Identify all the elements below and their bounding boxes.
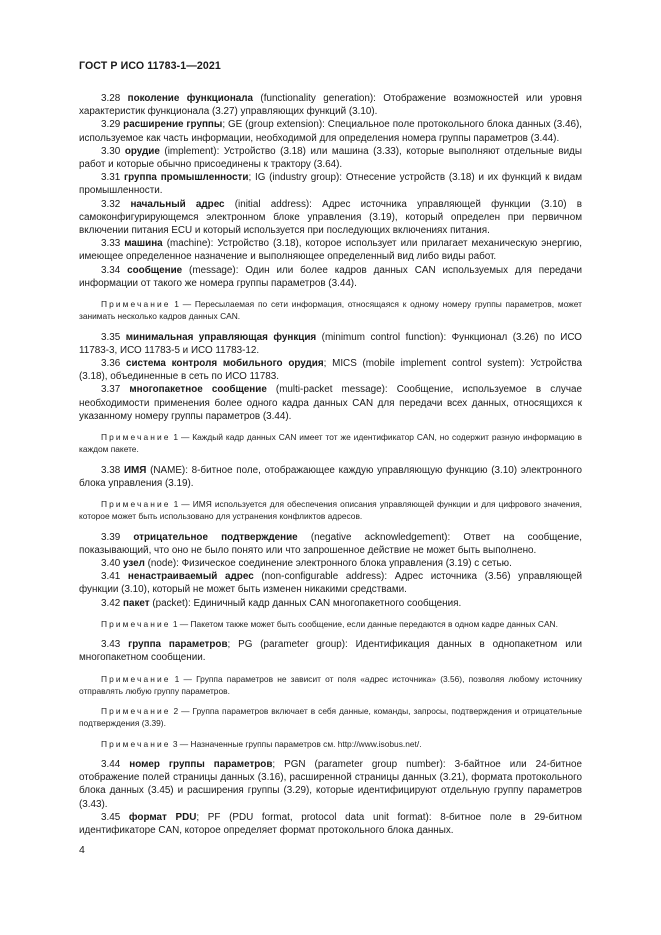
note-number: 2 (173, 706, 179, 717)
term-number: 3.41 (101, 571, 121, 583)
term-number: 3.44 (101, 759, 121, 771)
term-text: (implement): Устройство (3.18) или машина (3.33), которые выполняют отдельные виды работ и которые обычно присоединены к трактору (3.64). (79, 145, 582, 171)
term-definition (79, 531, 582, 557)
term-definition (79, 357, 582, 383)
document-header: ГОСТ Р ИСО 11783-1—2021 (79, 60, 221, 72)
term-note: Примечание 1 — ИМЯ используется для обеспечения описания управляющей функции и для цифрового значения, которое может быть использовано для устранения конфликтов адресов. (79, 499, 583, 522)
term-name: машина (124, 238, 163, 250)
term-text: (NAME): 8-битное поле, отображающее каждую управляющую функцию (3.10) электронного блока управления (3.19). (79, 464, 582, 489)
note-text: Пересылаемая по сети информация, относящаяся к одному номеру группы параметров, может занимать несколько кадров данных CAN. (79, 299, 582, 322)
term-text: (multi-packet message): Сообщение, используемое в случае необходимости применения более одного кадра данных CAN для передачи всех данных, относящихся к указанному номеру группы параметров (3.44). (79, 384, 582, 422)
term-definition (79, 464, 582, 490)
term-definition (79, 758, 582, 811)
term-text: ; PGN (parameter group number): 3-байтное или 24-битное отображение полей страницы данных (3.16), расширенной страницы данных (3.21), формата протокольного блока данных (3.45) и расширения группы (3.29), которые идентифицируют отдельную группу параметров (3.43). (79, 759, 582, 810)
term-name: орудие (124, 145, 160, 157)
term-text: (negative acknowledgement): Ответ на сообщение, показывающий, что оно не было понято или что запрошенное действие не может быть выполнено. (79, 531, 583, 556)
term-name: ИМЯ (123, 464, 147, 476)
term-note: Примечание 1 — Пересылаемая по сети информация, относящаяся к одному номеру группы параметров, может занимать несколько кадров данных CAN. (79, 299, 582, 322)
term-text: (initial address): Адрес источника управляющей функции (3.10) в самоконфигурирующемся электронном блоке управления (3.19), который определен при первичном включении питания ECU и который используется при последующих включениях питания. (79, 198, 583, 237)
note-number: 1 (174, 673, 180, 684)
term-name: группа параметров (128, 639, 228, 651)
term-definition (79, 597, 582, 610)
term-name: ненастраиваемый адрес (127, 571, 254, 583)
term-definition (79, 570, 582, 596)
term-note: Примечание 1 — Каждый кадр данных CAN имеет тот же идентификатор CAN, но содержит разную информацию в каждом пакете. (79, 432, 583, 455)
term-name: формат PDU (128, 811, 197, 823)
term-name: группа промышленности (124, 172, 249, 184)
term-definition (79, 198, 582, 238)
term-number: 3.37 (101, 384, 121, 396)
term-text: (machine): Устройство (3.18), которое использует или прилагает механическую энергию, имеющее определенное назначение и выполняющее определенный вид либо виды работ. (79, 238, 582, 263)
note-label: Примечание (101, 706, 171, 717)
term-definition (79, 638, 582, 664)
terms-section (79, 92, 582, 837)
term-name: поколение функционала (127, 93, 254, 104)
term-name: номер группы параметров (129, 759, 273, 771)
note-number: 1 (172, 618, 178, 629)
term-text: ; PG (parameter group): Идентификация данных в однопакетном или многопакетном сообщении. (79, 639, 582, 664)
note-label: Примечание (101, 673, 171, 684)
term-text: ; PF (PDU format, protocol data unit format): 8-битное поле в 29-битном идентификаторе CAN, которое определяет формат протокольного блока данных. (79, 811, 582, 837)
term-name: многопакетное сообщение (129, 384, 267, 396)
term-number: 3.42 (101, 597, 121, 609)
term-number: 3.30 (101, 145, 121, 157)
term-name: система контроля мобильного орудия (125, 358, 324, 370)
note-label: Примечание (101, 618, 171, 629)
term-number: 3.36 (101, 358, 121, 370)
term-text: ; IG (industry group): Отнесение устройств (3.18) и их функций к видам промышленности. (79, 172, 583, 197)
term-definition (79, 145, 582, 171)
term-text: (node): Физическое соединение электронного блока управления (3.19) с сетью. (144, 558, 512, 570)
term-number: 3.32 (101, 198, 121, 210)
term-number: 3.34 (101, 264, 121, 276)
note-text: Назначенные группы параметров см. http://www.isobus.net/. (190, 738, 422, 749)
term-text: (non-configurable address): Адрес источника (3.56) управляющей функции (3.10), который не может быть изменен никакими средствами. (79, 571, 582, 596)
term-definition (79, 557, 582, 570)
note-text: Пакетом также может быть сообщение, если данные передаются в одном кадре данных CAN. (190, 618, 558, 629)
term-definition (79, 237, 582, 263)
term-text: ; MICS (mobile implement control system): Устройства (3.18), объединенные в сеть по ИСО 11783. (79, 358, 582, 383)
term-name: узел (122, 558, 145, 570)
note-text: Группа параметров включает в себя данные, команды, запросы, подтверждения и отрицательные подтверждения (3.39). (79, 706, 583, 729)
note-text: Каждый кадр данных CAN имеет тот же идентификатор CAN, но содержит разную информацию в каждом пакете. (79, 432, 583, 455)
term-text: (message): Один или более кадров данных CAN используемых для передачи информации от такого же номера группы параметров (3.44). (79, 264, 582, 289)
note-number: 1 (173, 499, 179, 510)
term-text: (functionality generation): Отображение возможностей или уровня характеристик функционала (3.27) управляющих функций (3.10). (79, 93, 582, 118)
term-number: 3.45 (101, 811, 121, 823)
term-number: 3.31 (101, 172, 121, 184)
term-definition (79, 331, 582, 357)
term-name: сообщение (127, 264, 183, 276)
term-note: Примечание 1 — Пакетом также может быть сообщение, если данные передаются в одном кадре данных CAN. (101, 618, 558, 629)
term-definition (79, 264, 582, 290)
term-note: Примечание 3 — Назначенные группы параметров см. http://www.isobus.net/. (101, 738, 422, 749)
term-number: 3.33 (101, 238, 121, 250)
term-definition (79, 383, 582, 423)
note-text: Группа параметров не зависит от поля «адрес источника» (3.56), позволяя любому источнику отправлять любую группу параметров. (79, 673, 583, 696)
term-text: (packet): Единичный кадр данных CAN многопакетного сообщения. (149, 597, 462, 609)
term-name: пакет (122, 597, 150, 609)
term-note: Примечание 2 — Группа параметров включает в себя данные, команды, запросы, подтверждения и отрицательные подтверждения (3.39). (79, 706, 583, 729)
note-number: 3 (172, 738, 178, 749)
term-name: минимальная управляющая функция (125, 331, 317, 343)
term-number: 3.29 (101, 119, 121, 131)
note-text: ИМЯ используется для обеспечения описания управляющей функции и для цифрового значения, которое может быть использовано для устранения конфликтов адресов. (79, 499, 583, 522)
term-text: ; GE (group extension): Специальное поле протокольного блока данных (3.46), используемое как часть информации, необходимой для определения номера группы параметров (3.44). (79, 119, 582, 144)
term-number: 3.28 (101, 93, 121, 104)
note-label: Примечание (101, 299, 171, 310)
note-label: Примечание (101, 432, 171, 443)
term-text: (minimum control function): Функционал (3.26) по ИСО 11783-3, ИСО 11783-5 и ИСО 11783-12. (79, 331, 582, 356)
term-name: расширение группы (123, 119, 223, 131)
term-number: 3.39 (101, 531, 121, 543)
term-definition (79, 118, 582, 144)
note-number: 1 (173, 432, 179, 443)
term-note: Примечание 1 — Группа параметров не зависит от поля «адрес источника» (3.56), позволяя любому источнику отправлять любую группу параметров. (79, 673, 583, 696)
note-number: 1 (174, 299, 179, 310)
note-label: Примечание (101, 738, 171, 749)
term-number: 3.38 (101, 464, 121, 476)
term-number: 3.43 (101, 639, 121, 651)
term-number: 3.35 (101, 331, 121, 343)
term-definition (79, 171, 582, 197)
term-name: отрицательное подтверждение (133, 531, 298, 543)
term-definition (79, 811, 582, 837)
note-label: Примечание (101, 499, 171, 510)
page-number: 4 (79, 844, 85, 856)
term-definition (79, 92, 582, 118)
term-name: начальный адрес (130, 198, 225, 210)
term-number: 3.40 (101, 558, 121, 570)
